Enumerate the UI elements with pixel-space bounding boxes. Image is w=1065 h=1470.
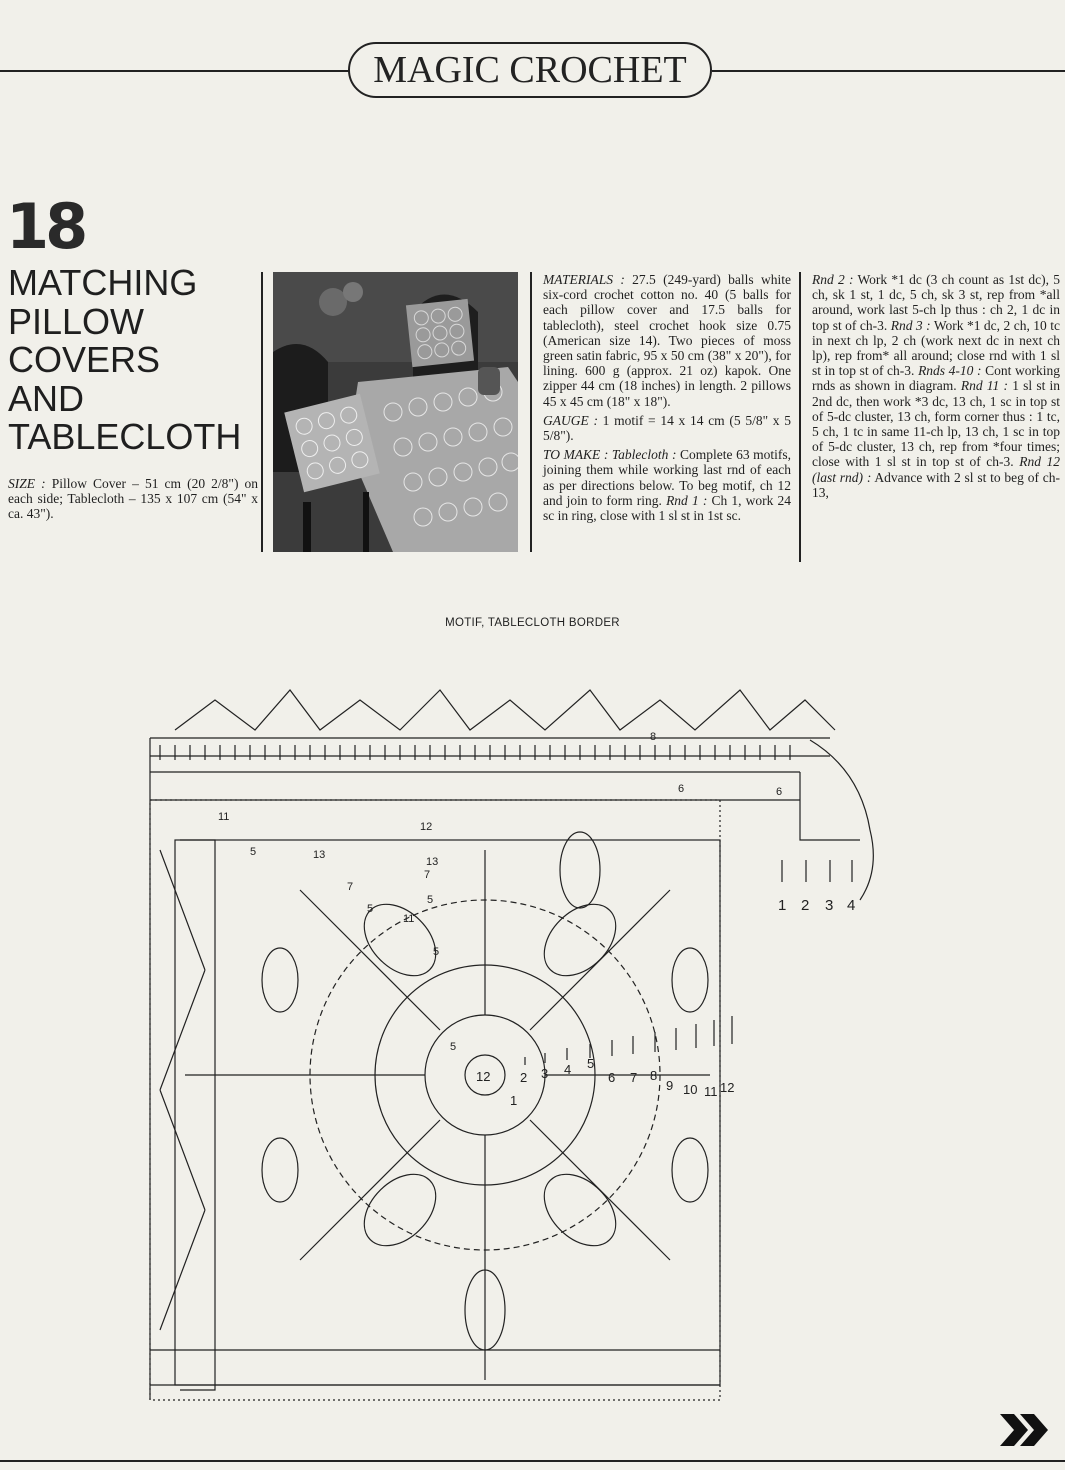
- border-label: 8: [650, 731, 657, 743]
- tomake-text: Complete 63 motifs, joining them while working last rnd of each as per directions below. To beg motif, ch 12 and join to form ring.: [543, 447, 792, 508]
- photo-illustration: [273, 272, 518, 552]
- round-number: 8: [650, 1068, 658, 1083]
- rnds410-text: Cont working rnds as shown in diagram.: [812, 363, 1061, 394]
- corner-border: [800, 772, 860, 840]
- size-label: SIZE :: [8, 476, 46, 491]
- diagram-label: 5: [433, 946, 440, 958]
- rnd2-text: Work *1 dc (3 ch count as 1st dc), 5 ch, sk 1 st, 1 dc, 5 ch, sk 3 st, rep from *all around, work last 5-ch lp thus : ch 2, 1 dc in top st of ch-3.: [812, 272, 1060, 333]
- rounds-column: [812, 272, 1060, 500]
- petal: [351, 1161, 450, 1260]
- gauge-text: 1 motif = 14 x 14 cm (5 5/8" x 5 5/8").: [543, 412, 791, 444]
- diagram-label: 5: [367, 903, 374, 915]
- petal: [531, 1161, 630, 1260]
- materials-column: [543, 272, 791, 527]
- title-line: AND: [8, 377, 85, 419]
- gauge-paragraph: [543, 413, 791, 443]
- diagram-label: 5: [250, 846, 257, 858]
- tomake-label: TO MAKE : Tablecloth :: [543, 447, 677, 463]
- rnd11-text: 1 sl st in 2nd dc, then work *3 dc, 13 ch, 1 sc in top st of 5-dc cluster, 13 ch, form corner thus : 1 tc, 5 ch, 1 tc in same 11-ch lp, 13 ch, 1 sc in top of 5-dc cluster, 13 ch, rep from *four times; close with 1 sl st in top st of ch-3.: [812, 378, 1061, 470]
- title-line: TABLECLOTH: [8, 416, 242, 457]
- size-text: Pillow Cover – 51 cm (20 2/8") on each side; Tablecloth – 135 x 107 cm (54" x ca. 43").: [8, 476, 259, 521]
- diagram-label: 7: [347, 881, 354, 893]
- border-number: 4: [847, 897, 856, 914]
- pattern-title: [8, 264, 258, 457]
- rnd2-label: Rnd 2 :: [812, 272, 854, 287]
- column-rule: [530, 272, 532, 552]
- diagram-label: 11: [403, 913, 415, 925]
- rnd11-label: Rnd 11 :: [960, 378, 1008, 394]
- round-number: 7: [630, 1070, 638, 1085]
- round-number: 12: [720, 1080, 735, 1095]
- border-number: 3: [825, 897, 834, 914]
- petal: [672, 948, 708, 1012]
- petal: [351, 891, 450, 990]
- round-number: 9: [666, 1078, 674, 1093]
- corner-fan: [810, 740, 873, 900]
- rnd1-label: Rnd 1 :: [666, 492, 708, 508]
- footer-rule: [0, 1460, 1065, 1462]
- rnd12-text: Advance with 2 sl st to beg of ch-13,: [812, 469, 1060, 500]
- pattern-number: 18: [6, 190, 85, 263]
- header-rule-left: [0, 70, 355, 72]
- side-column: [180, 840, 215, 1390]
- center-label: 12: [476, 1069, 491, 1084]
- round-number: 5: [587, 1056, 595, 1071]
- motif-stitch-band: [150, 800, 720, 1400]
- petal: [262, 948, 298, 1012]
- diagram-label: 12: [420, 821, 433, 833]
- crochet-diagram: [0, 650, 1065, 1420]
- column-rule: [261, 272, 263, 552]
- petal: [672, 1138, 708, 1202]
- tomake-paragraph: [543, 447, 791, 523]
- petal: [531, 891, 630, 990]
- round-number: 4: [564, 1062, 572, 1077]
- size-paragraph: [8, 476, 258, 521]
- rnd3-label: Rnd 3 :: [890, 317, 931, 333]
- title-line: COVERS: [8, 339, 161, 380]
- diagram-label: 5: [450, 1041, 457, 1053]
- rounds-paragraph: [812, 272, 1060, 500]
- border-number: 2: [801, 897, 810, 914]
- petal: [560, 832, 600, 908]
- rnds410-label: Rnds 4-10 :: [918, 363, 982, 379]
- title-line: PILLOW: [8, 300, 145, 342]
- materials-label: MATERIALS :: [543, 272, 625, 287]
- round-number: 2: [520, 1070, 528, 1085]
- title-line: MATCHING: [8, 262, 198, 303]
- radial-lines: [185, 850, 710, 1380]
- side-zigzag: [160, 850, 205, 1330]
- scallop-edge: [175, 690, 835, 730]
- stitch-ticks: [160, 745, 790, 760]
- materials-text: 27.5 (249-yard) balls white six-cord crochet cotton no. 40 (5 balls for each pillow cover and 17.5 balls for tablecloth), steel crochet hook size 0.75 (American size 14). Two pieces of moss green satin fabric, 95 x 50 cm (38" x 20"), for lining. 600 g (approx. 21 oz) kapok. One zipper 44 cm (18 inches) in length. 2 pillows 45 x 45 cm (18" x 18").: [543, 272, 792, 409]
- round-number: 11: [704, 1084, 718, 1099]
- round-pointers: [525, 1016, 732, 1065]
- diagram-label: 7: [424, 869, 431, 881]
- column-rule: [799, 272, 801, 562]
- rnd3-text: Work *1 dc, 2 ch, 10 tc in next ch lp, 2 ch (work next dc in next ch lp), rep from* all around; close rnd with 1 sl st in top st of ch-3.: [812, 317, 1060, 379]
- border-number: 1: [778, 897, 787, 914]
- diagram-label: 13: [426, 856, 439, 868]
- diagram-label: 5: [427, 894, 434, 906]
- diagram-label: 13: [313, 849, 326, 861]
- border-label: 6: [678, 783, 685, 795]
- materials-paragraph: [543, 272, 791, 409]
- border-pointers: [782, 860, 852, 882]
- magazine-title: MAGIC CROCHET: [348, 42, 712, 98]
- rnd12-label: Rnd 12 (last rnd) :: [812, 454, 1060, 485]
- rnd1-text: Ch 1, work 24 sc in ring, close with 1 sl st in 1st sc.: [543, 492, 792, 524]
- product-photo: [273, 272, 518, 552]
- round-number: 10: [683, 1082, 698, 1097]
- diagram-caption: MOTIF, TABLECLOTH BORDER: [445, 617, 620, 629]
- petal: [262, 1138, 298, 1202]
- header-rule-right: [712, 70, 1065, 72]
- diagram-label: 11: [218, 811, 230, 823]
- round-number: 6: [608, 1070, 616, 1085]
- border-label: 6: [776, 786, 783, 798]
- round-number: 1: [510, 1093, 518, 1108]
- gauge-label: GAUGE :: [543, 412, 598, 428]
- next-page-arrow-icon: [1000, 1410, 1056, 1450]
- round-number: 3: [541, 1066, 549, 1081]
